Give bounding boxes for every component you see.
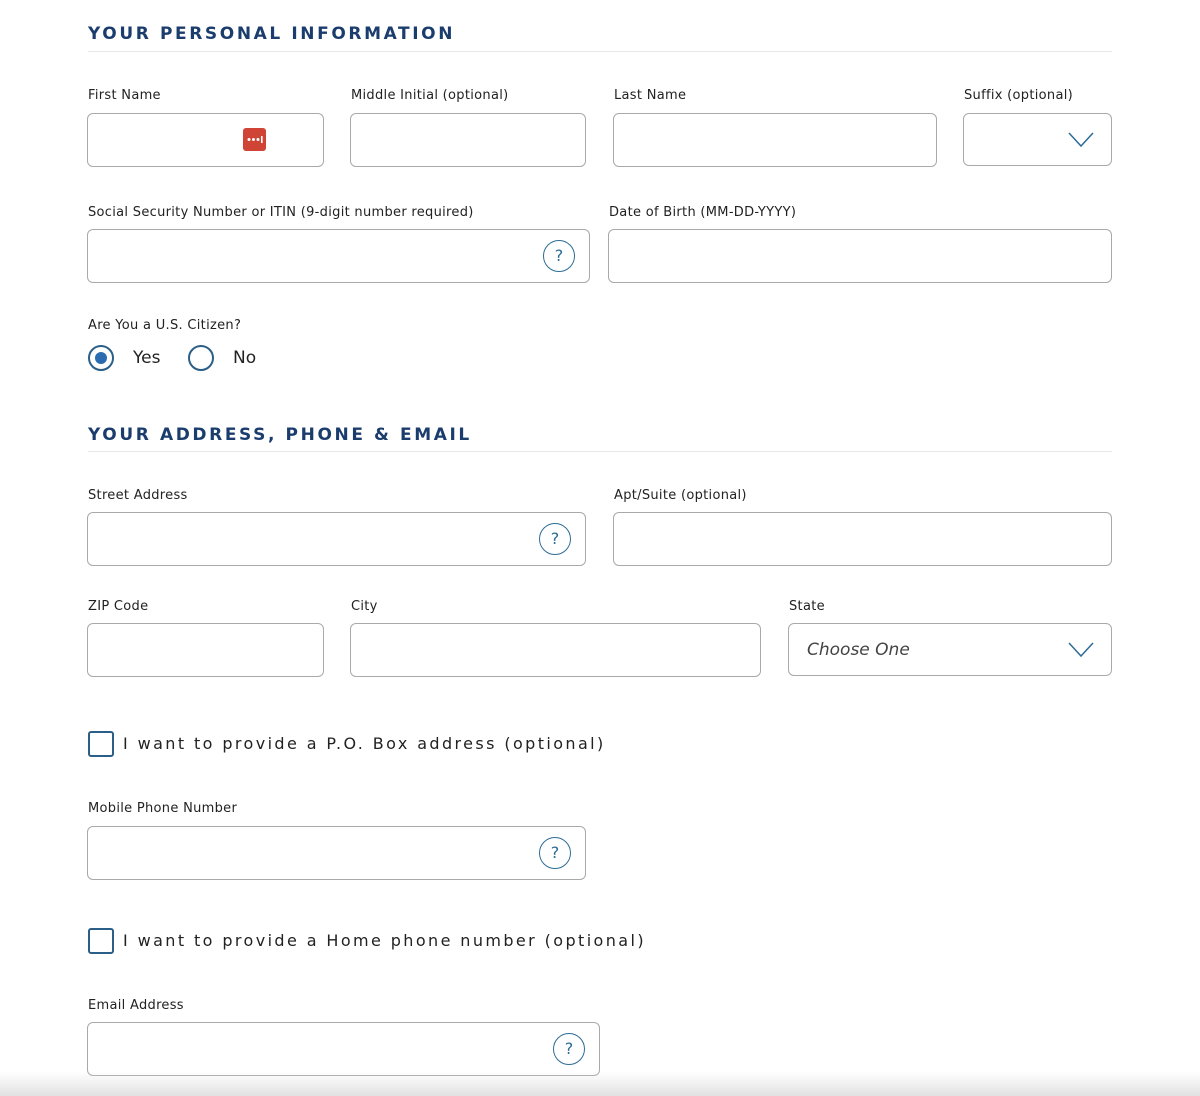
email-label: Email Address <box>88 998 184 1013</box>
apt-suite-field <box>613 512 1112 566</box>
bottom-fade <box>0 1072 1200 1096</box>
mobile-phone-input[interactable] <box>88 827 585 879</box>
last-name-field <box>613 113 937 167</box>
home-phone-checkbox-label[interactable]: I want to provide a Home phone number (optional) <box>123 931 646 950</box>
help-icon[interactable]: ? <box>543 240 575 272</box>
street-address-label: Street Address <box>88 488 188 503</box>
dob-label: Date of Birth (MM-DD-YYYY) <box>609 205 797 220</box>
mobile-phone-label: Mobile Phone Number <box>88 801 238 816</box>
state-selected-value: Choose One <box>807 640 910 660</box>
home-phone-checkbox[interactable] <box>88 928 114 954</box>
password-manager-icon[interactable] <box>243 128 266 151</box>
street-address-field <box>87 512 586 566</box>
last-name-label: Last Name <box>614 88 687 103</box>
first-name-label: First Name <box>88 88 161 103</box>
section-divider <box>88 51 1112 52</box>
email-input[interactable] <box>88 1023 599 1075</box>
suffix-select[interactable] <box>963 113 1112 166</box>
middle-initial-label: Middle Initial (optional) <box>351 88 509 103</box>
dob-field <box>608 229 1112 283</box>
chevron-down-icon <box>1068 642 1094 658</box>
ssn-label: Social Security Number or ITIN (9-digit number required) <box>88 205 474 220</box>
street-address-input[interactable] <box>88 513 585 565</box>
dob-input[interactable] <box>609 230 1111 282</box>
last-name-input[interactable] <box>614 114 936 166</box>
help-icon[interactable]: ? <box>553 1033 585 1065</box>
state-select[interactable] <box>788 623 1112 676</box>
city-field <box>350 623 761 677</box>
po-box-checkbox[interactable] <box>88 731 114 757</box>
apt-suite-input[interactable] <box>614 513 1111 565</box>
citizen-yes-label[interactable]: Yes <box>133 348 161 368</box>
citizen-no-radio[interactable] <box>188 345 214 371</box>
citizen-question-label: Are You a U.S. Citizen? <box>88 318 242 333</box>
apt-suite-label: Apt/Suite (optional) <box>614 488 747 503</box>
email-field <box>87 1022 600 1076</box>
middle-initial-input[interactable] <box>351 114 585 166</box>
mobile-phone-field <box>87 826 586 880</box>
state-label: State <box>789 599 825 614</box>
zip-code-field <box>87 623 324 677</box>
first-name-field <box>87 113 324 167</box>
middle-initial-field <box>350 113 586 167</box>
suffix-label: Suffix (optional) <box>964 88 1074 103</box>
city-label: City <box>351 599 378 614</box>
radio-selected-dot <box>95 352 107 364</box>
citizen-no-label[interactable]: No <box>233 348 257 368</box>
address-phone-email-heading: YOUR ADDRESS, PHONE & EMAIL <box>88 425 472 445</box>
personal-info-heading: YOUR PERSONAL INFORMATION <box>88 24 456 44</box>
help-icon[interactable]: ? <box>539 837 571 869</box>
section-divider <box>88 451 1112 452</box>
first-name-input[interactable] <box>88 114 323 166</box>
zip-code-label: ZIP Code <box>88 599 149 614</box>
citizen-yes-radio[interactable] <box>88 345 114 371</box>
po-box-checkbox-label[interactable]: I want to provide a P.O. Box address (optional) <box>123 734 606 753</box>
help-icon[interactable]: ? <box>539 523 571 555</box>
chevron-down-icon <box>1068 132 1094 148</box>
zip-code-input[interactable] <box>88 624 323 676</box>
ssn-field <box>87 229 590 283</box>
city-input[interactable] <box>351 624 760 676</box>
ssn-input[interactable] <box>88 230 589 282</box>
